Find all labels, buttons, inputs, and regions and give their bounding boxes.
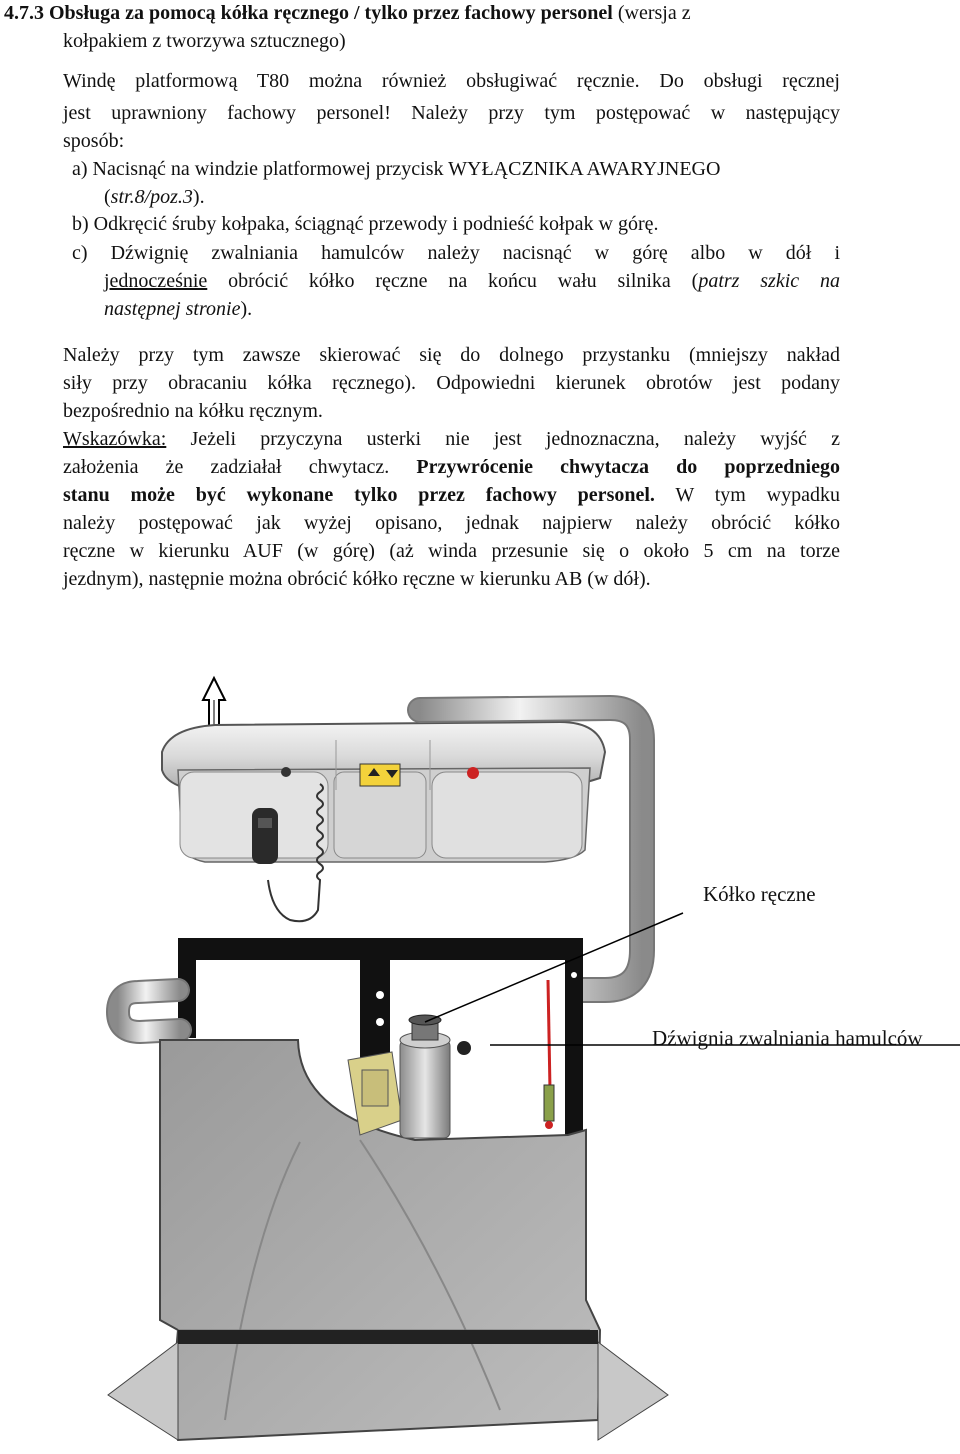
intro-line: Windę platformową T80 można również obsługiwać ręcznie. Do obsługi ręcznej [63,70,840,92]
emphasis-simultaneously: jednocześnie [104,270,208,292]
para2-line: bezpośrednio na kółku ręcznym. [63,400,323,422]
step-c-line3: następnej stronie). [104,298,253,320]
section-title: Obsługa za pomocą kółka ręcznego / tylko przez fachowy personel [49,2,613,24]
section-number: 4.7.3 [4,2,44,24]
section-title-rest: (wersja z [617,2,691,24]
handrail-left [118,990,180,1032]
page-reference: str.8/poz.3 [110,186,193,208]
note-line: stanu może być wykonane tylko przez fachowy personel. W tym wypadku [63,484,840,506]
brake-release-lever [544,980,554,1129]
step-c-line2: jednocześnie obrócić kółko ręczne na końcu wału silnika (patrz szkic na [104,270,840,292]
note-label: Wskazówka: [63,428,167,450]
para2-line: siły przy obracaniu kółka ręcznego). Odpowiedni kierunek obrotów jest podany [63,372,840,394]
note-line: założenia że zadziałał chwytacz. Przywrócenie chwytacza do poprzedniego [63,456,840,478]
label-handwheel: Kółko ręczne [703,882,816,906]
section-title-line2: kołpakiem z tworzywa sztucznego) [63,30,346,52]
step-a: a) Nacisnąć na windzie platformowej przycisk WYŁĄCZNIKA AWARYJNEGO [72,158,721,180]
step-b: b) Odkręcić śruby kołpaka, ściągnąć przewody i podnieść kołpak w górę. [72,213,659,235]
up-arrow-icon [203,678,225,732]
step-a-ref: (str.8/poz.3). [104,186,205,208]
note-line: jezdnym), następnie można obrócić kółko ręczne w kierunku AB (w dół). [63,568,651,590]
control-hood [162,722,605,862]
step-c: c) Dźwignię zwalniania hamulców należy nacisnąć w górę albo w dół i [72,242,840,264]
intro-line: sposób: [63,130,125,152]
para2-line: Należy przy tym zawsze skierować się do dolnego przystanku (mniejszy nakład [63,344,840,366]
note-line: ręczne w kierunku AUF (w górę) (aż winda przesunie się o około 5 cm na torze [63,540,840,562]
note-line: należy postępować jak wyżej opisano, jednak najpierw należy obrócić kółko [63,512,840,534]
intro-line: jest uprawniony fachowy personel! Należy przy tym postępować w następujący [63,102,840,124]
label-brake-lever: Dźwignia zwalniania hamulców [652,1026,923,1050]
note-line: Wskazówka: Jeżeli przyczyna usterki nie jest jednoznaczna, należy wyjść z [63,428,840,450]
